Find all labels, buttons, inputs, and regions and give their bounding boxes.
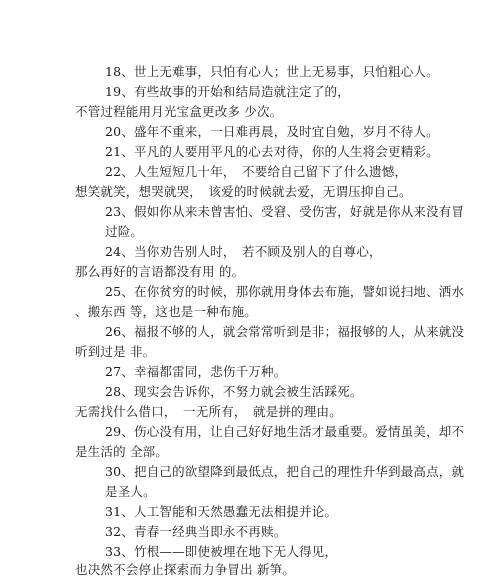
text-line: 无需找什么借口， 一无所有， 就是拼的理由。 <box>75 404 342 419</box>
text-line: 是生活的 全部。 <box>75 444 169 459</box>
text-line: 21、平凡的人要用平凡的心去对待，你的人生将会更精彩。 <box>105 144 439 159</box>
text-line: 听到过是 非。 <box>75 344 156 359</box>
text-line: 想笑就笑，想哭就哭， 该爱的时候就去爱，无谓压抑自己。 <box>75 184 412 199</box>
text-line: 18、世上无难事，只怕有心人；世上无易事，只怕粗心人。 <box>105 64 439 79</box>
text-line: 29、伤心没有用，让自己好好地生活才最重要。爱情虽美，却不 <box>105 424 465 439</box>
text-line: 24、当你劝告别人时， 若不顾及别人的自尊心， <box>105 244 382 259</box>
text-line: 32、青春一经典当即永不再赎。 <box>105 524 287 539</box>
text-line: 、搬东西 等，这也是一种布施。 <box>75 304 257 319</box>
text-line: 不管过程能用月光宝盒更改多 少次。 <box>75 104 283 119</box>
text-line: 那么再好的言语都没有用 的。 <box>75 264 245 279</box>
text-line: 20、盛年不重来，一日难再晨，及时宜自勉，岁月不待人。 <box>105 124 439 139</box>
text-line: 23、假如你从来未曾害怕、受窘、受伤害，好就是你从来没有冒 <box>105 204 465 219</box>
text-line: 19、有些故事的开始和结局造就注定了的， <box>105 84 350 99</box>
text-line: 30、把自己的欲望降到最低点，把自己的理性升华到最高点，就 <box>105 464 465 479</box>
text-line: 33、竹根——即使被埋在地下无人得见， <box>105 544 338 559</box>
text-line: 25、在你贫穷的时候，那你就用身体去布施，譬如说扫地、洒水 <box>105 284 465 299</box>
text-line: 是圣人。 <box>105 484 156 499</box>
text-line: 28、现实会告诉你，不努力就会被生活踩死。 <box>105 384 363 399</box>
text-line: 26、福报不够的人，就会常常听到是非；福报够的人，从来就没 <box>105 324 465 339</box>
text-line: 22、人生短短几十年， 不要给自己留下了什么遗憾， <box>105 164 408 179</box>
text-line: 也决然不会停止探索而力争冒出 新笋。 <box>75 562 296 577</box>
text-line: 31、人工智能和天然愚蠢无法相提并论。 <box>105 504 338 519</box>
text-line: 27、幸福都雷同，悲伤千万种。 <box>105 364 287 379</box>
text-line: 过险。 <box>105 224 144 239</box>
